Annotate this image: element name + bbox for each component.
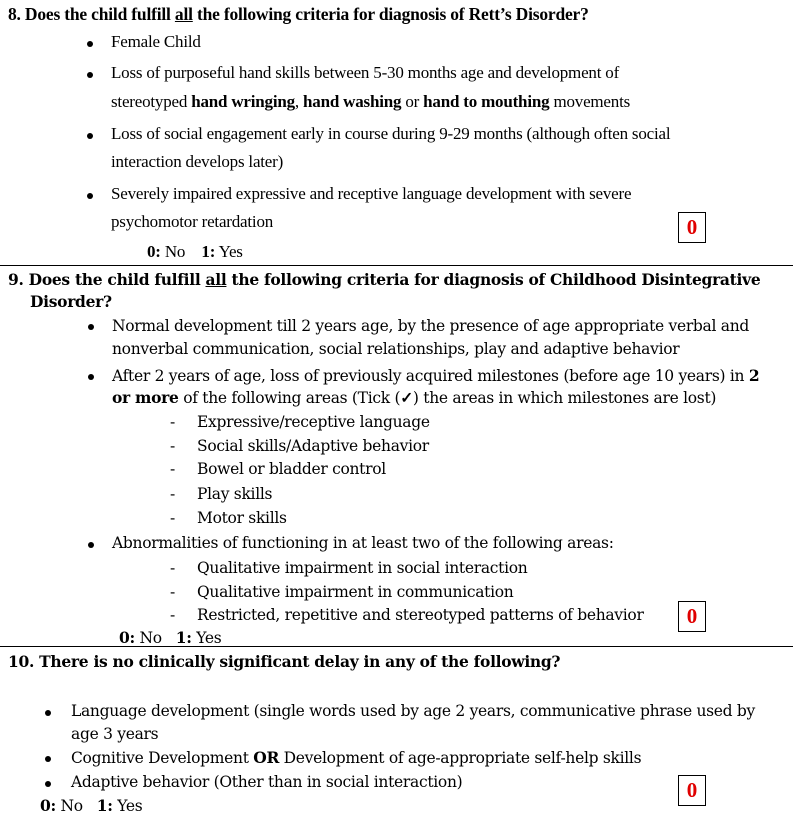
question-8-title: 8. Does the child fulfill all the following criteria for diagnosis of Rett’s Disorder? bbox=[8, 4, 589, 24]
q9-area-item: Social skills/Adaptive behavior bbox=[197, 437, 429, 455]
q9-criterion-abnormalities: Abnormalities of functioning in at least two of the following areas: bbox=[112, 534, 614, 552]
q10-criterion-cognitive: Cognitive Development OR Development of age-appropriate self-help skills bbox=[71, 748, 642, 767]
q9-abnormality-item: Restricted, repetitive and stereotyped patterns of behavior bbox=[197, 606, 644, 624]
q9-score-box[interactable]: 0 bbox=[678, 601, 706, 632]
q9-criterion-normal-dev-line1: Normal development till 2 years age, by the presence of age appropriate verbal and bbox=[112, 317, 750, 335]
question-9-title-line1: 9. Does the child fulfill all the following criteria for diagnosis of Childhood Disintegrative bbox=[8, 270, 761, 289]
dash-icon: - bbox=[170, 509, 175, 527]
dash-icon: - bbox=[170, 559, 175, 577]
q8-score-box[interactable]: 0 bbox=[678, 212, 706, 243]
q9-abnormality-item: Qualitative impairment in social interaction bbox=[197, 559, 528, 577]
q8-criterion-language-line1: Severely impaired expressive and receptive language development with severe bbox=[111, 184, 632, 203]
dash-icon: - bbox=[170, 413, 175, 431]
q8-answer-options: 0: No 1: Yes bbox=[147, 242, 243, 261]
q8-criterion-language-line2: psychomotor retardation bbox=[111, 212, 274, 231]
bullet-icon bbox=[87, 41, 93, 47]
bullet-icon bbox=[45, 781, 51, 787]
dash-icon: - bbox=[170, 485, 175, 503]
bullet-icon bbox=[88, 324, 94, 330]
q10-answer-options: 0: No 1: Yes bbox=[40, 796, 143, 815]
dash-icon: - bbox=[170, 460, 175, 478]
section-divider bbox=[0, 646, 793, 647]
q9-criterion-loss-line2: or more of the following areas (Tick (✓) the areas in which milestones are lost) bbox=[112, 388, 717, 407]
q9-area-item: Motor skills bbox=[197, 509, 287, 527]
q10-criterion-adaptive: Adaptive behavior (Other than in social interaction) bbox=[71, 773, 463, 791]
dash-icon: - bbox=[170, 437, 175, 455]
q10-criterion-language-line2: age 3 years bbox=[71, 725, 159, 743]
q9-area-item: Play skills bbox=[197, 485, 273, 503]
q10-criterion-language-line1: Language development (single words used by age 2 years, communicative phrase used by bbox=[71, 702, 756, 720]
checkmark-icon: ✓ bbox=[400, 388, 413, 407]
q9-criterion-loss-line1: After 2 years of age, loss of previously acquired milestones (before age 10 years) in 2 bbox=[112, 366, 760, 385]
bullet-icon bbox=[88, 542, 94, 548]
question-10-title: 10. There is no clinically significant delay in any of the following? bbox=[8, 652, 561, 671]
dash-icon: - bbox=[170, 583, 175, 601]
section-divider bbox=[0, 265, 793, 266]
dash-icon: - bbox=[170, 606, 175, 624]
q8-criterion-hand-skills-line1: Loss of purposeful hand skills between 5-30 months age and development of bbox=[111, 63, 620, 82]
q9-area-item: Expressive/receptive language bbox=[197, 413, 430, 431]
q9-answer-options: 0: No 1: Yes bbox=[119, 628, 222, 647]
q9-abnormality-item: Qualitative impairment in communication bbox=[197, 583, 514, 601]
q10-score-box[interactable]: 0 bbox=[678, 775, 706, 806]
bullet-icon bbox=[45, 710, 51, 716]
q9-criterion-normal-dev-line2: nonverbal communication, social relationships, play and adaptive behavior bbox=[112, 340, 680, 358]
bullet-icon bbox=[87, 193, 93, 199]
q9-area-item: Bowel or bladder control bbox=[197, 460, 386, 478]
bullet-icon bbox=[88, 374, 94, 380]
bullet-icon bbox=[87, 72, 93, 78]
bullet-icon bbox=[87, 133, 93, 139]
q8-criterion-female: Female Child bbox=[111, 32, 201, 51]
question-9-title-line2: Disorder? bbox=[30, 292, 112, 311]
q8-criterion-hand-skills-line2: stereotyped hand wringing, hand washing or hand to mouthing movements bbox=[111, 92, 631, 111]
q8-criterion-social-line1: Loss of social engagement early in course during 9-29 months (although often social bbox=[111, 124, 671, 143]
bullet-icon bbox=[45, 756, 51, 762]
q8-criterion-social-line2: interaction develops later) bbox=[111, 152, 284, 171]
